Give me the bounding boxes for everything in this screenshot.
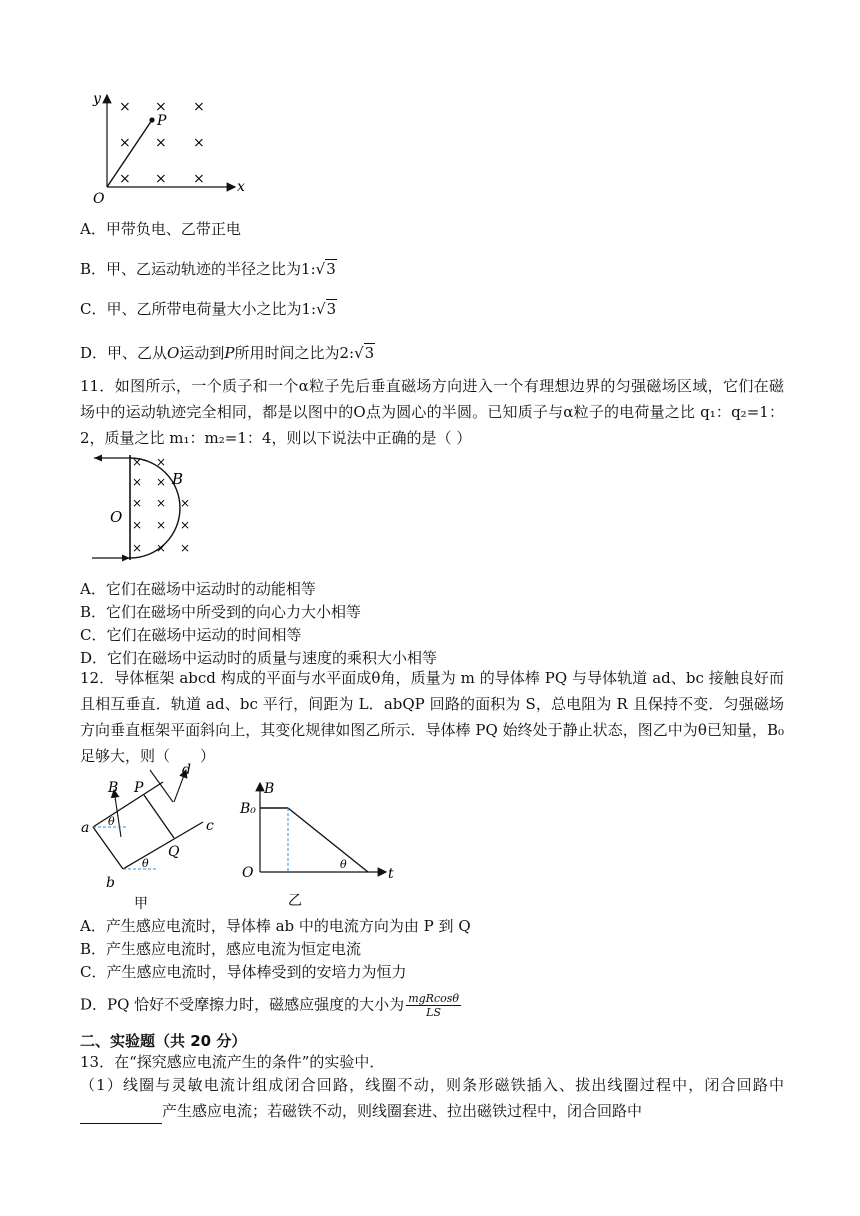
svg-text:×: × [180, 518, 191, 532]
svg-text:×: × [132, 518, 143, 532]
q10-option-a: A．甲带负电、乙带正电 [80, 220, 241, 238]
svg-text:×: × [132, 455, 143, 469]
q13-part1: （1）线圈与灵敏电流计组成闭合回路，线圈不动，则条形磁铁插入、拔出线圈过程中，闭合回路中产生感应电流；若磁铁不动，则线圈套进、拉出磁铁过程中，闭合回路中 [80, 1072, 784, 1124]
q12-option-d: D．PQ 恰好不受摩擦力时，磁感应强度的大小为 $\frac{\text{mgRcosθ}}{LS}$ [80, 992, 459, 1019]
q10-option-d: D．甲、乙从O运动到P所用时间之比为2:√3 [80, 344, 375, 362]
corner-d-label: d [182, 762, 191, 778]
section-experiment-title: 二、实验题（共 20 分） [80, 1032, 247, 1050]
b0-label: B₀ [240, 801, 256, 817]
svg-text:×: × [155, 135, 167, 151]
y-axis-label: B [264, 781, 275, 797]
svg-text:×: × [180, 541, 191, 555]
svg-text:×: × [193, 99, 205, 115]
q13-stem: 13．在“探究感应电流产生的条件”的实验中． [80, 1053, 385, 1071]
svg-text:×: × [156, 455, 167, 469]
svg-text:×: × [132, 541, 143, 555]
q11-option-d: D．它们在磁场中运动时的质量与速度的乘积大小相等 [80, 649, 438, 667]
angle-theta: θ [340, 858, 347, 871]
point-q-label: Q [168, 844, 180, 860]
q12-stem: 12．导体框架 abcd 构成的平面与水平面成θ角，质量为 m 的导体棒 PQ 与导体轨道 ad、bc 接触良好而且相互垂直．轨道 ad、bc 平行，间距为 L．abQP 回路的面积为 S，总电阻为 R 且保持不变．匀强磁场方向垂直框架平面斜向上，其变化规律如图乙所示．导体棒 PQ 始终处于静止状态，图乙中为θ已知量，B₀足够大，则（ ） [80, 669, 784, 765]
figure-q10-axes [85, 85, 255, 210]
q11-option-c: C．它们在磁场中运动的时间相等 [80, 626, 302, 644]
svg-text:×: × [193, 171, 205, 187]
q12-option-c: C．产生感应电流时，导体棒受到的安培力为恒力 [80, 963, 407, 981]
svg-text:×: × [193, 135, 205, 151]
figure-q11-semicircle [88, 452, 208, 572]
caption-yi: 乙 [288, 893, 302, 909]
svg-text:×: × [155, 171, 167, 187]
svg-text:×: × [156, 541, 167, 555]
t-axis-label: t [388, 866, 394, 882]
origin-label: O [93, 191, 105, 207]
svg-text:×: × [119, 135, 131, 151]
magnetic-field-marks [119, 99, 205, 187]
center-o-label: O [110, 508, 123, 526]
svg-text:×: × [156, 475, 167, 489]
y-axis-label: y [93, 91, 101, 107]
q12-option-b: B．产生感应电流时，感应电流为恒定电流 [80, 940, 362, 958]
angle-theta-a: θ [108, 815, 115, 828]
q11-option-a: A．它们在磁场中运动时的动能相等 [80, 580, 316, 598]
svg-text:×: × [132, 496, 143, 510]
q10-option-b: B．甲、乙运动轨迹的半径之比为1:√3 [80, 260, 336, 278]
point-p-label: P [134, 780, 144, 796]
svg-text:×: × [180, 496, 191, 510]
q12-option-a: A．产生感应电流时，导体棒 ab 中的电流方向为由 P 到 Q [80, 917, 471, 935]
caption-jia: 甲 [134, 896, 148, 912]
svg-text:×: × [132, 475, 143, 489]
svg-text:×: × [156, 496, 167, 510]
point-p-label: P [157, 113, 167, 129]
corner-a-label: a [81, 820, 90, 836]
corner-c-label: c [206, 818, 214, 834]
x-axis-label: x [237, 179, 245, 195]
angle-theta-b: θ [142, 857, 149, 870]
figure-q12-graph [236, 775, 396, 910]
q11-option-b: B．它们在磁场中所受到的向心力大小相等 [80, 603, 362, 621]
svg-text:×: × [156, 518, 167, 532]
svg-text:×: × [155, 99, 167, 115]
origin-label: O [242, 865, 254, 881]
svg-text:×: × [119, 99, 131, 115]
q10-option-c: C．甲、乙所带电荷量大小之比为1:√3 [80, 300, 337, 318]
corner-b-label: b [106, 875, 115, 891]
field-b-label: B [172, 470, 184, 488]
q11-stem: 11．如图所示，一个质子和一个α粒子先后垂直磁场方向进入一个有理想边界的匀强磁场区域，它们在磁场中的运动轨迹完全相同，都是以图中的O点为圆心的半圆。已知质子与α粒子的电荷量之比 q₁：q₂=1：2，质量之比 m₁：m₂=1：4，则以下说法中正确的是（ ） [80, 377, 784, 447]
field-b-label: B [108, 780, 119, 796]
svg-text:×: × [119, 171, 131, 187]
figure-q12-frame [78, 762, 228, 912]
answer-blank[interactable] [80, 1107, 162, 1124]
